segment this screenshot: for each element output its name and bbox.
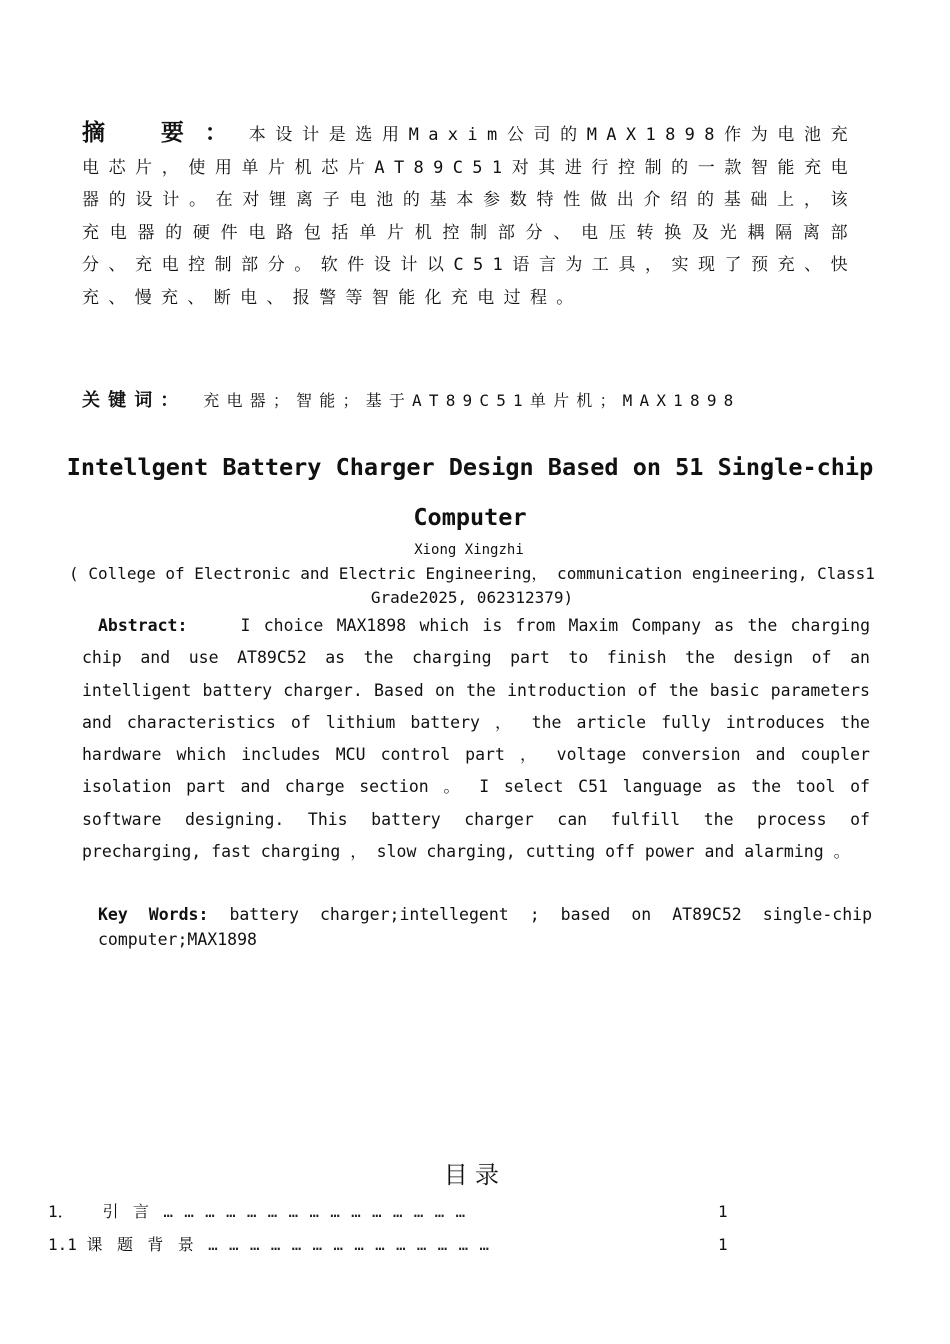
english-keywords-text: battery charger;intellegent ; based on AT89C52 single-chip computer;MAX1898	[98, 905, 873, 949]
toc-item-leader: … … … … … … … … … … … … … …	[208, 1235, 490, 1254]
toc-item[interactable]	[48, 1200, 748, 1224]
english-title: Intellgent Battery Charger Design Based on 51 Single-chip Computer	[66, 453, 874, 531]
english-keywords	[98, 902, 872, 952]
toc-item[interactable]	[48, 1233, 748, 1257]
english-abstract-text: I choice MAX1898 which is from Maxim Company as the charging chip and use AT89C52 as the charging part to finish the design of an intelligent battery charger. Based on the introduction of the basic parameters and characteristics of lithium battery ， the article fully introduces the hardware which includes MCU control part ， voltage conversion and coupler isolation part and charge section 。 I select C51 language as the tool of software designing. This battery charger can fulfill the process of precharging, fast charging ， slow charging, cutting off power and alarming 。	[82, 616, 870, 862]
english-keywords-label: Key Words:	[98, 905, 209, 924]
toc-item-leader: … … … … … … … … … … … … … … …	[163, 1202, 466, 1221]
toc-item-number: 1.1	[48, 1235, 77, 1254]
toc-item-text: 引言	[102, 1202, 164, 1221]
toc-item-text: 课题背景	[86, 1235, 209, 1254]
chinese-abstract-label: 摘 要：	[82, 120, 249, 146]
author-affiliation: ( College of Electronic and Electric Engineering， communication engineering, Class1 Grade2025, 062312379)	[69, 564, 875, 607]
chinese-keywords-label: 关键词：	[82, 390, 187, 411]
toc-item-page: 1	[718, 1202, 728, 1221]
toc-title: 目录	[443, 1161, 507, 1189]
english-abstract-label: Abstract:	[98, 616, 188, 635]
english-abstract	[82, 610, 870, 868]
author-name: Xiong Xingzhi	[414, 542, 524, 558]
toc-item-page: 1	[718, 1235, 728, 1254]
toc-item-number: 1．	[48, 1202, 74, 1221]
chinese-abstract	[82, 117, 857, 314]
chinese-keywords-text: 充电器；智能；基于AT89C51单片机；MAX1898	[203, 391, 741, 410]
chinese-keywords	[82, 386, 882, 416]
chinese-abstract-text: 本设计是选用Maxim公司的MAX1898作为电池充电芯片，使用单片机芯片AT89C51对其进行控制的一款智能充电器的设计。在对锂离子电池的基本参数特性做出介绍的基础上，该充电器的硬件电路包括单片机控制部分、电压转换及光耦隔离部分、充电控制部分。软件设计以C51语言为工具，实现了预充、快充、慢充、断电、报警等智能化充电过程。	[82, 125, 857, 308]
